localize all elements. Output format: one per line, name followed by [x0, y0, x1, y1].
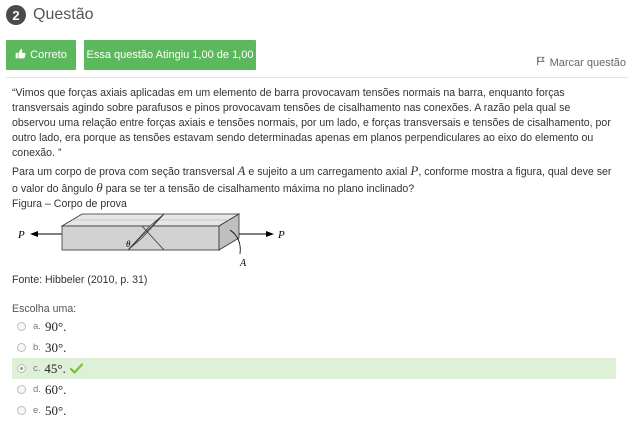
left-force-arrow: [30, 231, 64, 237]
label-P-left: P: [18, 229, 25, 241]
option-e[interactable]: [12, 400, 616, 421]
option-a-value: 90°.: [44, 318, 67, 334]
label-theta: θ: [126, 239, 131, 249]
option-b-letter: b.: [33, 342, 41, 353]
correct-label: Correto: [30, 49, 67, 61]
thumbs-up-icon: [15, 48, 26, 62]
option-b-radio[interactable]: [17, 343, 26, 352]
quote-paragraph: “Vimos que forças axiais aplicadas em um elemento de barra provocavam tensões normais na barra, enquanto forças transversais agindo sobre parafusos e pinos provocavam tensões de cisalhamento nas conexões. A razão pela qual se observou uma relação entre forças axiais e tensões normais, por um lado, e forças transversais e tensões de cisalhamento, por outro lado, era porque as tensões estavam sendo determinadas apenas em planos perpendiculares ao eixo do elemento ou conexão. ”: [12, 87, 611, 159]
flag-icon: [536, 56, 546, 69]
label-A: A: [240, 258, 247, 269]
question-number-badge: 2: [6, 5, 26, 25]
option-e-radio[interactable]: [17, 406, 26, 415]
specimen-bar: [62, 214, 239, 250]
answer-options: [12, 316, 616, 421]
option-a[interactable]: [12, 316, 616, 337]
var-P: P: [410, 163, 419, 178]
option-d-letter: d.: [33, 384, 41, 395]
var-A: A: [237, 163, 246, 178]
checkmark-icon: [70, 361, 83, 377]
question-header: [6, 4, 93, 26]
question-text: [12, 86, 612, 212]
option-a-radio[interactable]: [17, 322, 26, 331]
option-b[interactable]: [12, 337, 616, 358]
option-c-letter: c.: [33, 363, 41, 374]
figure-caption: Figura – Corpo de prova: [12, 198, 127, 210]
flag-label[interactable]: Marcar questão: [549, 56, 626, 69]
stem-part-2: e sujeito a um carregamento axial: [245, 166, 411, 178]
option-c-radio[interactable]: [17, 364, 26, 373]
right-force-arrow: [239, 231, 274, 237]
option-d-value: 60°.: [44, 381, 67, 397]
specimen-figure: [14, 204, 294, 270]
question-title: Questão: [33, 6, 94, 23]
stem-part-1: Para um corpo de prova com seção transversal: [12, 166, 238, 178]
var-theta: θ: [96, 180, 103, 195]
question-stem: [12, 163, 612, 197]
option-e-value: 50°.: [44, 402, 67, 418]
flag-question-link[interactable]: [536, 56, 626, 69]
option-d[interactable]: [12, 379, 616, 400]
label-P-right: P: [278, 229, 285, 241]
grade-status-button: Essa questão Atingiu 1,00 de 1,00: [84, 40, 256, 70]
option-d-radio[interactable]: [17, 385, 26, 394]
option-e-letter: e.: [33, 405, 41, 416]
stem-part-3: , conforme mostra a figura, qual deve ser o valor do ângulo: [12, 166, 612, 195]
option-a-letter: a.: [33, 321, 41, 332]
option-b-value: 30°.: [44, 339, 67, 355]
stem-part-4: para se ter a tensão de cisalhamento máxima no plano inclinado?: [102, 183, 415, 195]
correct-status-button: [6, 40, 76, 70]
figure-source: Fonte: Hibbeler (2010, p. 31): [12, 274, 148, 286]
header-divider: [6, 77, 628, 78]
option-c-value: 45°.: [44, 360, 66, 376]
choose-label: Escolha uma:: [12, 303, 77, 315]
option-c[interactable]: [12, 358, 616, 379]
